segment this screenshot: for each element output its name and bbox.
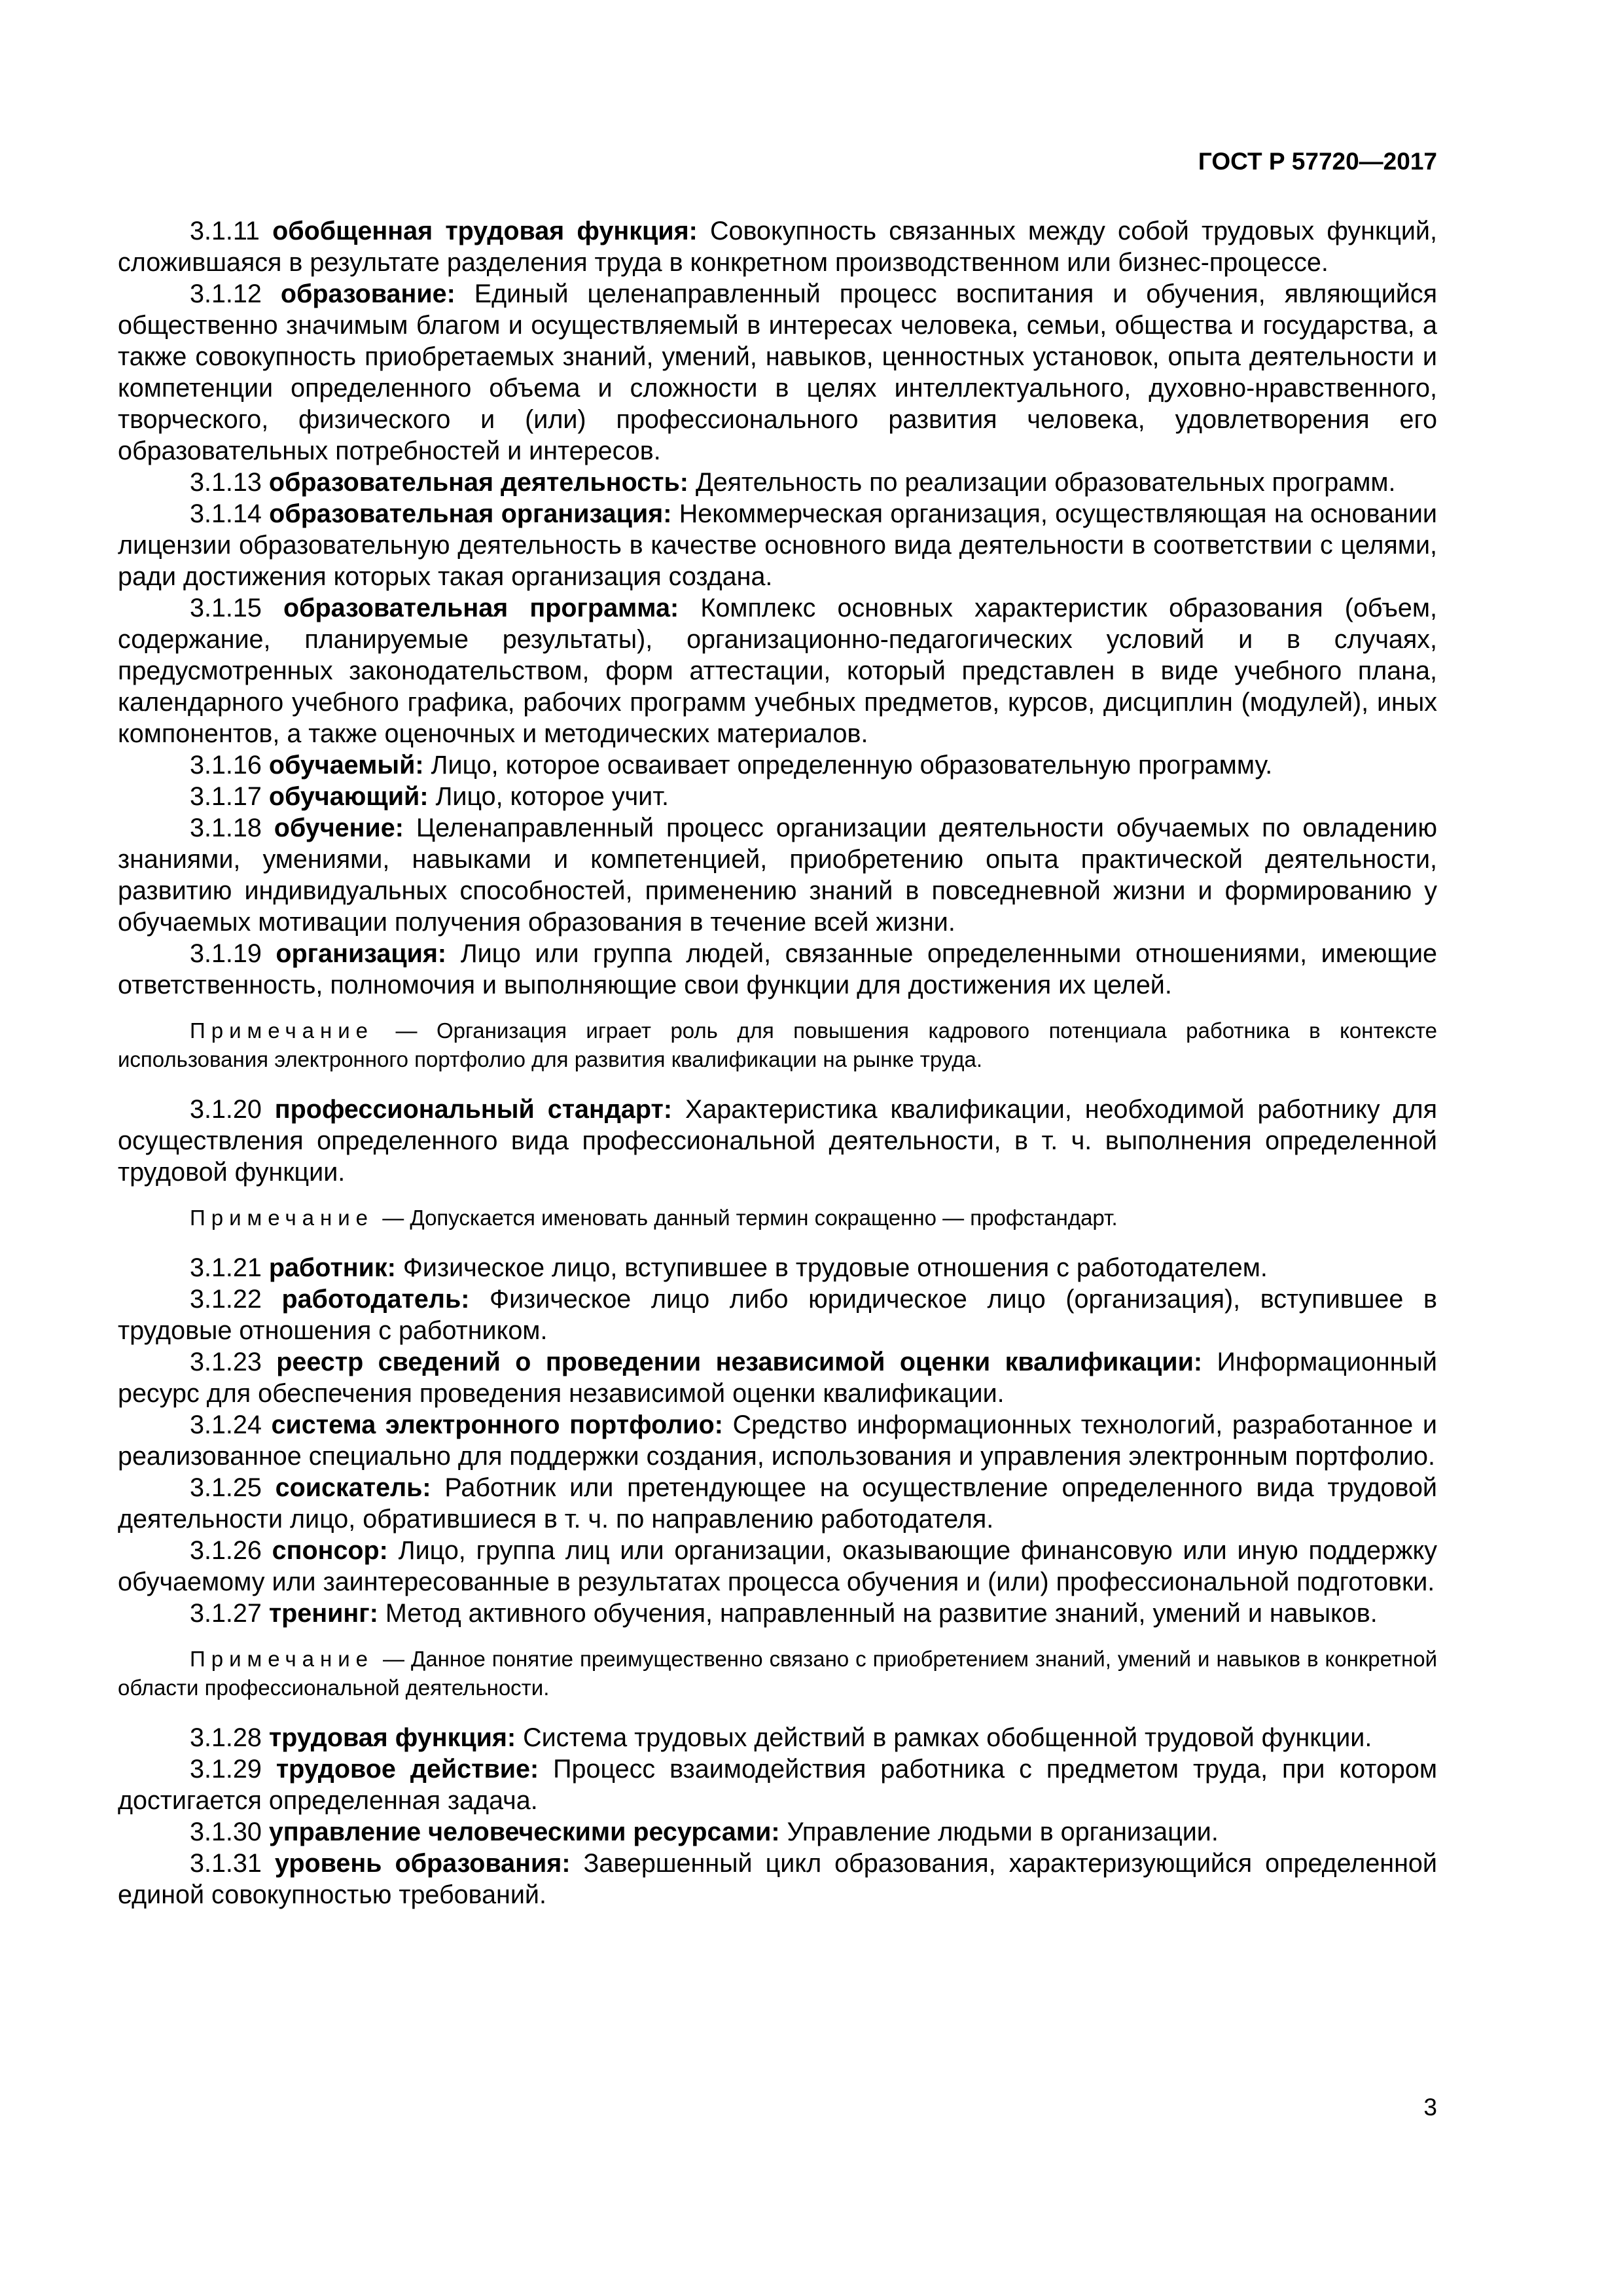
note-item: [118, 1016, 1437, 1074]
note-text: — Допускается именовать данный термин сокращенно — профстандарт.: [382, 1206, 1118, 1230]
definition-number: 3.1.28: [190, 1723, 262, 1753]
note-text: — Данное понятие преимущественно связано с приобретением знаний, умений и навыков в конкретной области профессиональной деятельности.: [118, 1647, 1438, 1700]
definition-number: 3.1.20: [190, 1095, 262, 1124]
definition-text: Единый целенаправленный процесс воспитания и обучения, являющийся общественно значимым благом и осуществляемый в интересах человека, семьи, общества и государства, а также совокупность приобретаемых знаний, умений, навыков, ценностных установок, опыта деятельности и компетенции определенного объема и сложности в целях интеллектуального, духовно-нравственного, творческого, физического и (или) профессионального развития человека, удовлетворения его образовательных потребностей и интересов.: [118, 279, 1437, 466]
standard-designation: ГОСТ Р 57720—2017: [1198, 148, 1437, 175]
definition-term: трудовое действие:: [276, 1755, 539, 1784]
definition-text: Некоммерческая организация, осуществляющая на основании лицензии образовательную деятельность в качестве основного вида деятельности в соответствии с целями, ради достижения которых такая организация создана.: [118, 499, 1437, 592]
definition-number: 3.1.19: [190, 939, 262, 969]
definition-item: [118, 467, 1437, 498]
definition-item: [118, 592, 1437, 749]
definition-text: Лицо или группа людей, связанные определенными отношениями, имеющие ответственность, полномочия и выполняющие свои функции для достижения их целей.: [118, 939, 1437, 1000]
note-item: [118, 1204, 1437, 1232]
definition-term: система электронного портфолио:: [271, 1410, 723, 1440]
definition-term: работник:: [268, 1253, 396, 1283]
definition-number: 3.1.16: [190, 751, 262, 780]
definition-number: 3.1.15: [190, 594, 262, 623]
definition-item: [118, 1283, 1437, 1346]
definition-text: Деятельность по реализации образовательных программ.: [695, 468, 1396, 497]
definition-text: Процесс взаимодействия работника с предметом труда, при котором достигается определенная задача.: [118, 1755, 1437, 1816]
definition-number: 3.1.18: [190, 814, 262, 843]
definition-number: 3.1.24: [190, 1410, 262, 1440]
definition-number: 3.1.21: [190, 1253, 262, 1283]
definition-term: образовательная программа:: [283, 594, 679, 623]
definition-item: [118, 1472, 1437, 1535]
definition-term: уровень образования:: [274, 1849, 571, 1878]
definition-text: Лицо, которое осваивает определенную образовательную программу.: [431, 751, 1273, 780]
definition-term: обобщенная трудовая функция:: [272, 217, 698, 246]
definition-term: обучаемый:: [268, 751, 424, 780]
definition-number: 3.1.12: [190, 279, 262, 309]
definition-term: тренинг:: [268, 1599, 378, 1628]
definition-item: [118, 1346, 1437, 1409]
definition-number: 3.1.11: [190, 217, 260, 246]
definition-text: Физическое лицо, вступившее в трудовые отношения с работодателем.: [402, 1253, 1268, 1283]
definition-number: 3.1.27: [190, 1599, 262, 1628]
definition-term: обучение:: [274, 814, 404, 843]
note-label: Примечание: [190, 1647, 374, 1672]
definition-text: Целенаправленный процесс организации деятельности обучаемых по овладению знаниями, умениями, навыками и компетенцией, приобретению опыта практической деятельности, развитию индивидуальных способностей, применению знаний в повседневной жизни и формированию у обучаемых мотивации получения образования в течение всей жизни.: [118, 814, 1437, 937]
definition-text: Средство информационных технологий, разработанное и реализованное специально для поддержки создания, использования и управления электронным портфолио.: [118, 1410, 1437, 1471]
definition-number: 3.1.25: [190, 1473, 262, 1503]
definition-item: [118, 1722, 1437, 1753]
definition-item: [118, 812, 1437, 938]
definition-term: образовательная организация:: [269, 499, 672, 529]
definition-text: Физическое лицо либо юридическое лицо (организация), вступившее в трудовые отношения с работником.: [118, 1285, 1437, 1346]
definition-term: образовательная деятельность:: [268, 468, 688, 497]
note-item: [118, 1645, 1437, 1702]
definition-item: [118, 278, 1437, 467]
definition-number: 3.1.23: [190, 1348, 262, 1377]
definitions-list: [118, 215, 1437, 1910]
definition-term: спонсор:: [272, 1536, 388, 1566]
definition-text: Работник или претендующее на осуществление определенного вида трудовой деятельности лицо, обратившиеся в т. ч. по направлению работодателя.: [118, 1473, 1437, 1534]
note-text: — Организация играет роль для повышения кадрового потенциала работника в контексте использования электронного портфолио для развития квалификации на рынке труда.: [118, 1018, 1437, 1072]
definition-number: 3.1.30: [190, 1818, 262, 1847]
definition-term: соискатель:: [275, 1473, 431, 1503]
definition-term: трудовая функция:: [268, 1723, 516, 1753]
definition-term: реестр сведений о проведении независимой оценки квалификации:: [276, 1348, 1203, 1377]
definition-item: [118, 781, 1437, 812]
definition-number: 3.1.29: [190, 1755, 262, 1784]
page-number: 3: [1423, 2094, 1437, 2121]
definition-text: Управление людьми в организации.: [787, 1818, 1219, 1847]
definition-item: [118, 498, 1437, 592]
definition-item: [118, 1535, 1437, 1598]
definition-term: организация:: [276, 939, 447, 969]
definition-text: Метод активного обучения, направленный на развитие знаний, умений и навыков.: [385, 1599, 1378, 1628]
note-label: Примечание: [190, 1206, 374, 1230]
definition-item: [118, 1816, 1437, 1848]
definition-text: Комплекс основных характеристик образования (объем, содержание, планируемые результаты), организационно-педагогических условий и в случаях, предусмотренных законодательством, форм аттестации, который представлен в виде учебного плана, календарного учебного графика, рабочих программ учебных предметов, курсов, дисциплин (модулей), иных компонентов, а также оценочных и методических материалов.: [118, 594, 1438, 749]
definition-text: Завершенный цикл образования, характеризующийся определенной единой совокупностью требований.: [118, 1849, 1437, 1910]
definition-number: 3.1.31: [190, 1849, 262, 1878]
definition-item: [118, 1252, 1437, 1283]
definition-item: [118, 1848, 1437, 1910]
definition-text: Информационный ресурс для обеспечения проведения независимой оценки квалификации.: [118, 1348, 1437, 1408]
definition-term: работодатель:: [281, 1285, 470, 1314]
definition-term: обучающий:: [268, 782, 429, 812]
definition-text: Система трудовых действий в рамках обобщенной трудовой функции.: [523, 1723, 1372, 1753]
definition-item: [118, 215, 1437, 278]
definition-term: управление человеческими ресурсами:: [268, 1818, 780, 1847]
definition-term: профессиональный стандарт:: [274, 1095, 673, 1124]
definition-term: образование:: [280, 279, 455, 309]
definition-item: [118, 1753, 1437, 1816]
definition-text: Лицо, которое учит.: [435, 782, 669, 812]
definition-number: 3.1.14: [190, 499, 262, 529]
definition-item: [118, 938, 1437, 1001]
definition-number: 3.1.22: [190, 1285, 262, 1314]
definition-item: [118, 1094, 1437, 1188]
definition-number: 3.1.13: [190, 468, 262, 497]
definition-number: 3.1.26: [190, 1536, 262, 1566]
definition-item: [118, 749, 1437, 781]
definition-text: Характеристика квалификации, необходимой работнику для осуществления определенного вида профессиональной деятельности, в т. ч. выполнения определенной трудовой функции.: [118, 1095, 1437, 1187]
definition-number: 3.1.17: [190, 782, 262, 812]
definition-item: [118, 1409, 1437, 1472]
document-page: [118, 147, 1437, 1910]
note-label: Примечание: [190, 1018, 374, 1043]
definition-text: Совокупность связанных между собой трудовых функций, сложившаяся в результате разделения труда в конкретном производственном или бизнес-процессе.: [118, 217, 1437, 278]
definition-text: Лицо, группа лиц или организации, оказывающие финансовую или иную поддержку обучаемому или заинтересованные в результатах процесса обучения и (или) профессиональной подготовки.: [118, 1536, 1437, 1597]
definition-item: [118, 1598, 1437, 1629]
